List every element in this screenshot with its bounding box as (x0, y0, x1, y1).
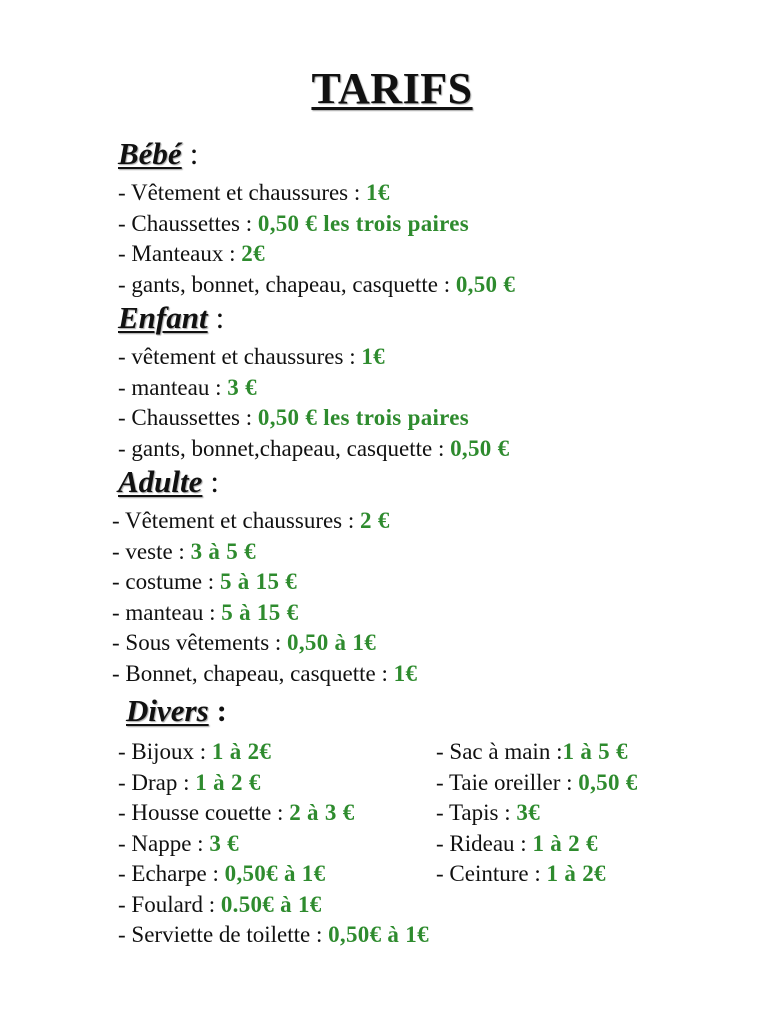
item-label: - Nappe : (118, 830, 210, 856)
item-price: 0.50€ à 1€ (220, 891, 322, 917)
price-line (118, 403, 758, 434)
item-label: - Chaussettes : (118, 405, 258, 430)
price-line (118, 342, 758, 373)
price-line (118, 890, 758, 921)
item-price: 3 € (209, 830, 239, 856)
item-price: 2 à 3 € (289, 800, 355, 825)
section-divers (118, 693, 758, 951)
item-label: - vêtement et chaussures : (118, 344, 362, 369)
item-label: - manteau : (112, 599, 222, 625)
item-label: - Sous vêtements : (112, 630, 288, 655)
item-label: - Vêtement et chaussures : (118, 180, 367, 205)
price-line (118, 373, 758, 404)
item-price: 5 à 15 € (219, 569, 298, 594)
item-price: 5 à 15 € (221, 599, 299, 625)
item-label: - Manteaux : (118, 241, 242, 266)
item-label: - veste : (112, 538, 191, 564)
heading-text: Bébé (118, 136, 182, 171)
item-price: 0,50 € (578, 769, 638, 795)
item-price: 1€ (366, 180, 390, 205)
section-bebe (118, 136, 758, 300)
item-price: 2€ (241, 241, 265, 266)
item-price: 1€ (361, 344, 385, 369)
item-label: - gants, bonnet, chapeau, casquette : (118, 271, 456, 297)
section-heading-enfant: Enfant : (118, 300, 225, 335)
price-line (112, 628, 752, 659)
price-line (436, 798, 638, 829)
item-label: - manteau : (118, 374, 228, 400)
item-price: 1 à 2€ (211, 739, 272, 764)
price-line (112, 567, 752, 598)
section-adulte (112, 464, 752, 689)
item-price: 1€ (393, 660, 418, 686)
item-label: - Sac à main : (436, 739, 563, 764)
item-price: 0,50 € (450, 435, 510, 461)
item-label: - costume : (112, 569, 220, 594)
item-price: 3€ (516, 800, 540, 825)
item-label: - Bijoux : (118, 739, 212, 764)
section-heading-adulte: Adulte : (118, 464, 220, 499)
price-line (112, 537, 752, 568)
item-label: - Bonnet, chapeau, casquette : (112, 660, 394, 686)
price-line (118, 920, 758, 951)
item-label: - Drap : (118, 769, 196, 795)
item-price: 0,50 € (455, 271, 516, 297)
item-label: - Tapis : (436, 800, 517, 825)
price-line (118, 239, 758, 270)
divers-columns (118, 737, 758, 890)
item-price: 0,50€ à 1€ (328, 922, 429, 947)
item-label: - Rideau : (436, 830, 533, 856)
item-price: 0,50€ à 1€ (224, 861, 326, 886)
section-enfant (118, 300, 758, 464)
heading-text: Divers (126, 693, 209, 728)
item-price: 1 à 5 € (562, 739, 628, 764)
price-line (118, 178, 758, 209)
item-label: - Ceinture : (436, 861, 547, 886)
price-line (112, 659, 752, 690)
section-heading-divers: Divers : (126, 693, 227, 728)
price-line (436, 829, 638, 860)
item-price: 1 à 2€ (546, 861, 606, 886)
heading-text: Adulte (118, 464, 203, 499)
section-heading-bebe: Bébé : (118, 136, 199, 171)
page-title: TARIFS (311, 64, 473, 113)
item-price: 1 à 2 € (195, 769, 261, 795)
price-line (118, 209, 758, 240)
item-price: 3 à 5 € (190, 538, 256, 564)
item-label: - Vêtement et chaussures : (112, 508, 361, 533)
item-price: 3 € (227, 374, 257, 400)
item-label: - Foulard : (118, 891, 221, 917)
item-label: - Chaussettes : (118, 210, 258, 236)
item-price: 0,50 à 1€ (287, 630, 376, 655)
price-line (118, 270, 758, 301)
divers-right-column (436, 737, 638, 890)
item-label: - Taie oreiller : (436, 769, 579, 795)
price-line (118, 434, 758, 465)
item-price: 0,50 € les trois paires (257, 210, 470, 236)
heading-text: Enfant (118, 300, 208, 335)
item-price: 1 à 2 € (532, 830, 598, 856)
item-label: - Serviette de toilette : (118, 922, 329, 947)
price-line (436, 737, 638, 768)
item-label: - Housse couette : (118, 800, 290, 825)
price-line (436, 859, 638, 890)
price-line (112, 598, 752, 629)
item-price: 0,50 € les trois paires (257, 405, 470, 430)
price-line (436, 768, 638, 799)
price-line (112, 506, 752, 537)
item-label: - Echarpe : (118, 861, 225, 886)
item-label: - gants, bonnet,chapeau, casquette : (118, 435, 451, 461)
item-price: 2 € (360, 508, 390, 533)
